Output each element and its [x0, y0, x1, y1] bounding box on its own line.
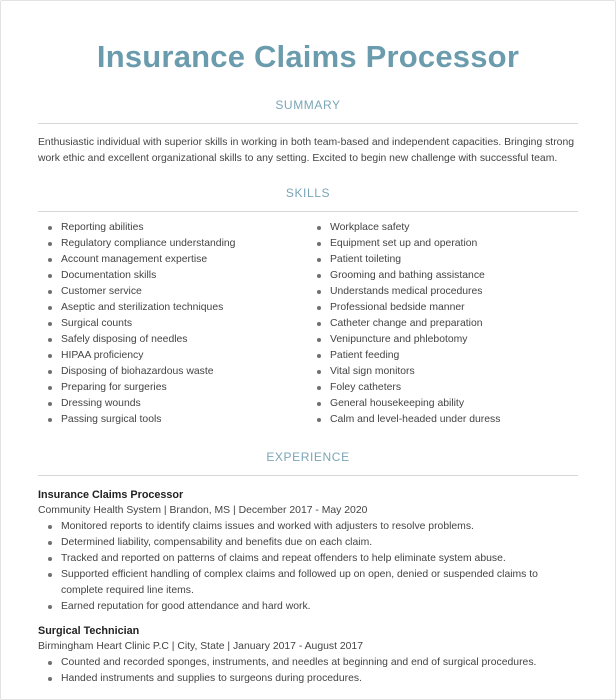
summary-text: Enthusiastic individual with superior skills in working in both team-based and independent capacities. Bringing strong work ethic and excellent organizational skills to any setting. Excited to begin new challenge with successful team.: [38, 137, 574, 164]
summary-heading: SUMMARY: [275, 98, 341, 112]
skills-right-column: [317, 220, 577, 428]
skill-item: Account management expertise: [48, 252, 317, 268]
experience-divider: [38, 475, 578, 476]
job-bullet: Counted and recorded sponges, instruments, and needles at beginning and end of surgical procedures.: [48, 655, 578, 671]
skill-item: Surgical counts: [48, 316, 317, 332]
job-bullets: [38, 519, 578, 615]
skills-divider: [38, 211, 578, 212]
job-entry: [38, 487, 578, 615]
experience-heading: EXPERIENCE: [266, 450, 350, 464]
skill-item: Preparing for surgeries: [48, 380, 317, 396]
skill-item: Equipment set up and operation: [317, 236, 577, 252]
skill-item: HIPAA proficiency: [48, 348, 317, 364]
skill-item: Reporting abilities: [48, 220, 317, 236]
skill-item: Venipuncture and phlebotomy: [317, 332, 577, 348]
skill-item: Documentation skills: [48, 268, 317, 284]
job-bullet: Earned reputation for good attendance and hard work.: [48, 599, 578, 615]
job-title: Insurance Claims Processor: [38, 489, 184, 501]
skill-item: Professional bedside manner: [317, 300, 577, 316]
skill-item: Workplace safety: [317, 220, 577, 236]
skills-left-column: [38, 220, 317, 428]
job-meta: Birmingham Heart Clinic P.C | City, State | January 2017 - August 2017: [38, 641, 363, 652]
skill-item: Catheter change and preparation: [317, 316, 577, 332]
skill-item: Disposing of biohazardous waste: [48, 364, 317, 380]
skill-item: Passing surgical tools: [48, 412, 317, 428]
resume-name: Insurance Claims Processor: [96, 39, 520, 74]
skill-item: Aseptic and sterilization techniques: [48, 300, 317, 316]
job-bullet: Monitored reports to identify claims issues and worked with adjusters to resolve problems.: [48, 519, 578, 535]
job-bullet: Determined liability, compensability and benefits due on each claim.: [48, 535, 578, 551]
job-bullet: Tracked and reported on patterns of claims and repeat offenders to help eliminate system abuse.: [48, 551, 578, 567]
skill-item: Vital sign monitors: [317, 364, 577, 380]
skill-item: General housekeeping ability: [317, 396, 577, 412]
job-bullets: [38, 655, 578, 687]
skill-item: Safely disposing of needles: [48, 332, 317, 348]
skill-item: Foley catheters: [317, 380, 577, 396]
skills-grid: [38, 220, 578, 428]
skill-item: Grooming and bathing assistance: [317, 268, 577, 284]
job-entry: [38, 623, 578, 687]
skills-heading: SKILLS: [285, 186, 331, 200]
skill-item: Patient feeding: [317, 348, 577, 364]
job-bullet: Handed instruments and supplies to surgeons during procedures.: [48, 671, 578, 687]
skill-item: Understands medical procedures: [317, 284, 577, 300]
job-bullet: Supported efficient handling of complex claims and followed up on open, denied or suspended claims to complete required line items.: [48, 567, 578, 599]
skill-item: Customer service: [48, 284, 317, 300]
skill-item: Regulatory compliance understanding: [48, 236, 317, 252]
summary-divider: [38, 123, 578, 124]
job-meta: Community Health System | Brandon, MS | December 2017 - May 2020: [38, 505, 368, 516]
skill-item: Dressing wounds: [48, 396, 317, 412]
skill-item: Calm and level-headed under duress: [317, 412, 577, 428]
job-title: Surgical Technician: [38, 625, 140, 637]
skill-item: Patient toileting: [317, 252, 577, 268]
